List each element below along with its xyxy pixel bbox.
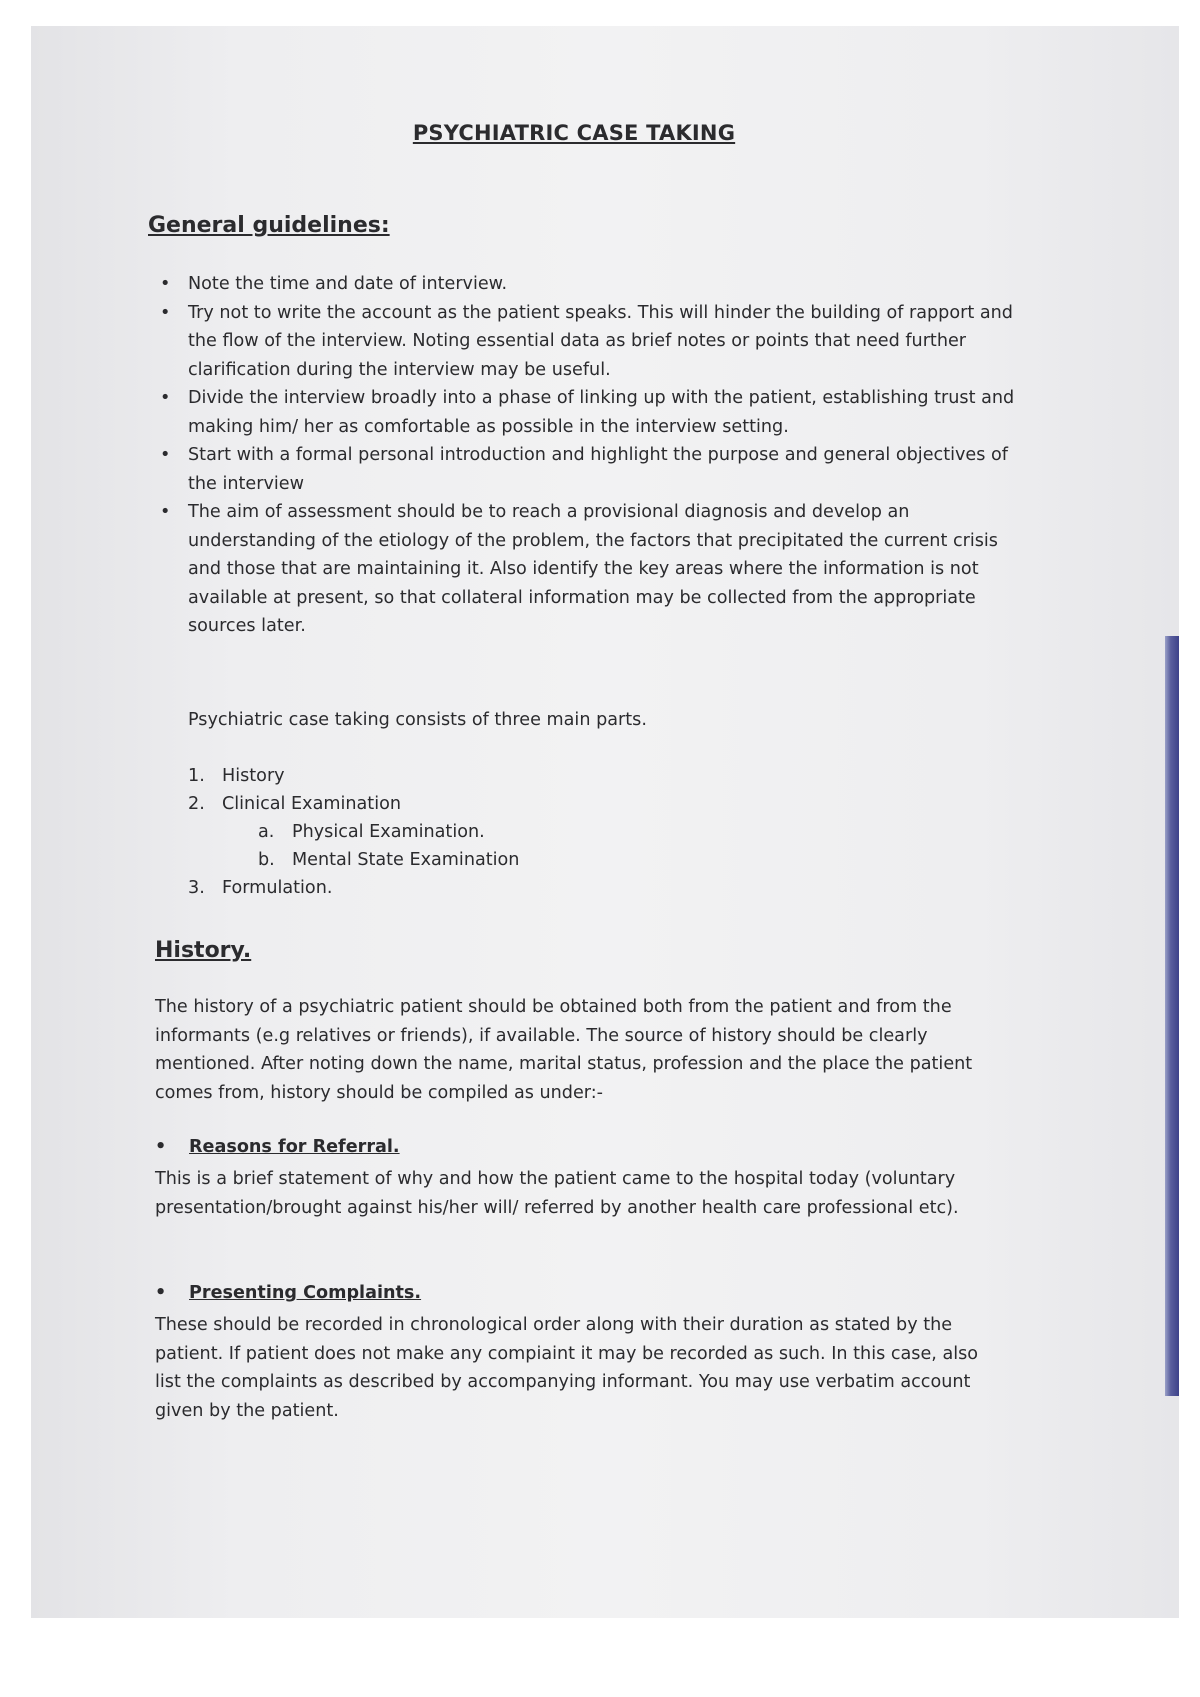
list-item — [188, 874, 519, 902]
list-item — [188, 790, 519, 818]
section-title: Presenting Complaints. — [189, 1283, 422, 1303]
list-item — [188, 818, 519, 874]
bullet-icon: • — [160, 274, 171, 294]
list-item-text: The aim of assessment should be to reach a provisional diagnosis and develop an understanding of the etiology of the problem, the factors that precipitated the current crisis and those that are maintaining it. Also identify the key areas where the information is not available at present, so that collateral information may be collected from the appropriate sources later. — [188, 502, 998, 636]
history-heading: History. — [155, 938, 252, 963]
list-item-text: Try not to write the account as the patient speaks. This will hinder the building of rapport and the flow of the interview. Noting essential data as brief notes or points that need further clarification during the interview may be useful. — [188, 302, 1013, 380]
list-item-text: Mental State Examination — [292, 850, 520, 870]
list-number: 1. — [188, 766, 205, 786]
list-item-text: Start with a formal personal introduction and highlight the purpose and general objectives of the interview — [188, 445, 1008, 494]
list-item-text: Note the time and date of interview. — [188, 274, 508, 294]
list-number: b. — [258, 850, 275, 870]
list-item — [258, 818, 519, 846]
list-item — [258, 846, 519, 874]
bullet-icon: • — [155, 1137, 167, 1157]
general-guidelines-heading: General guidelines: — [148, 213, 390, 238]
list-item — [160, 299, 1018, 385]
bullet-icon: • — [160, 388, 171, 408]
list-item-text: Clinical Examination — [222, 794, 402, 814]
presenting-complaints-text: These should be recorded in chronological order along with their duration as stated by the patient. If patient does not make any compiaint it may be recorded as such. In this case, also list the complaints as described by accompanying informant. You may use verbatim account given by the patient. — [155, 1315, 979, 1421]
section-title: Reasons for Referral. — [189, 1137, 400, 1157]
list-item-text: Formulation. — [222, 878, 333, 898]
bullet-icon: • — [160, 302, 171, 323]
list-item-text: Divide the interview broadly into a phase of linking up with the patient, establishing trust and making him/ her as comfortable as possible in the interview setting. — [188, 388, 1015, 437]
list-number: 3. — [188, 878, 205, 898]
list-number: 2. — [188, 794, 205, 814]
presenting-complaints-heading — [155, 1283, 421, 1303]
list-item-text: History — [222, 766, 285, 786]
list-item — [160, 384, 1018, 441]
list-item — [160, 498, 1018, 641]
bullet-icon: • — [155, 1283, 167, 1303]
list-item — [188, 762, 519, 790]
reasons-for-referral-heading — [155, 1137, 400, 1157]
binder-edge — [1165, 636, 1179, 1396]
list-item-text: Physical Examination. — [292, 822, 485, 842]
parts-list — [188, 762, 519, 902]
list-number: a. — [258, 822, 275, 842]
document-title: PSYCHIATRIC CASE TAKING — [412, 121, 736, 145]
bullet-icon: • — [160, 445, 171, 465]
bullet-icon: • — [160, 502, 171, 522]
clinical-examination-sublist — [188, 818, 519, 874]
list-item — [160, 441, 1018, 498]
list-item — [160, 270, 1018, 299]
parts-intro: Psychiatric case taking consists of three main parts. — [188, 710, 647, 730]
reasons-for-referral-text: This is a brief statement of why and how the patient came to the hospital today (voluntary presentation/brought against his/her will/ referred by another health care professional etc). — [155, 1169, 959, 1218]
history-intro: The history of a psychiatric patient should be obtained both from the patient and from the informants (e.g relatives or friends), if available. The source of history should be clearly mentioned. After noting down the name, marital status, profession and the place the patient comes from, history should be compiled as under:- — [155, 997, 973, 1103]
guidelines-list — [160, 270, 1018, 641]
